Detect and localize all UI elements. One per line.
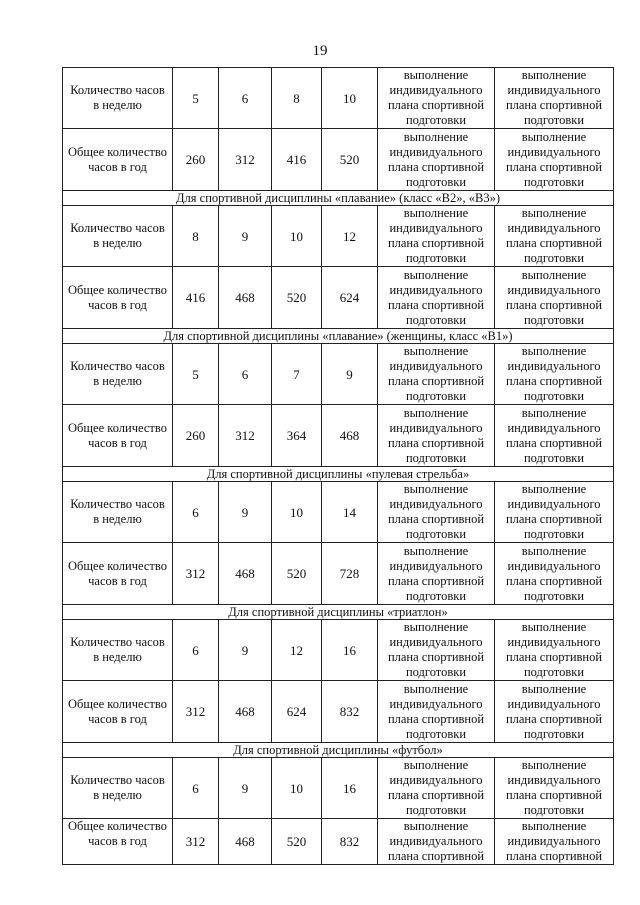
individual-plan-note: выполнение индивидуального плана спортивной подготовки — [495, 758, 614, 819]
stage-1-value: 416 — [173, 267, 219, 329]
stage-1-value: 6 — [173, 620, 219, 681]
row-label: Общее количество часов в год — [63, 267, 173, 329]
stage-2-value: 9 — [219, 620, 272, 681]
section-title: Для спортивной дисциплины «плавание» (женщины, класс «В1») — [63, 329, 614, 344]
stage-4-value: 16 — [322, 620, 378, 681]
individual-plan-note: выполнение индивидуального плана спортивной подготовки — [378, 758, 495, 819]
stage-4-value: 16 — [322, 758, 378, 819]
individual-plan-note: выполнение индивидуального плана спортивной подготовки — [495, 129, 614, 191]
row-label: Общее количество часов в год — [63, 681, 173, 743]
individual-plan-note: выполнение индивидуального плана спортивной подготовки — [378, 206, 495, 267]
row-label: Общее количество часов в год — [63, 819, 173, 865]
stage-1-value: 312 — [173, 819, 219, 865]
stage-2-value: 468 — [219, 681, 272, 743]
stage-1-value: 5 — [173, 68, 219, 129]
stage-4-value: 728 — [322, 543, 378, 605]
training-hours-table — [62, 67, 614, 865]
stage-1-value: 6 — [173, 758, 219, 819]
table-row-hours-per-year — [63, 405, 614, 467]
stage-2-value: 9 — [219, 482, 272, 543]
stage-3-value: 10 — [272, 482, 322, 543]
individual-plan-note: выполнение индивидуального плана спортивной подготовки — [378, 681, 495, 743]
row-label: Количество часов в неделю — [63, 206, 173, 267]
individual-plan-note: выполнение индивидуального плана спортивной подготовки — [378, 129, 495, 191]
individual-plan-note: выполнение индивидуального плана спортивной подготовки — [495, 344, 614, 405]
stage-4-value: 520 — [322, 129, 378, 191]
stage-4-value: 468 — [322, 405, 378, 467]
section-header-row — [63, 329, 614, 344]
stage-4-value: 624 — [322, 267, 378, 329]
stage-3-value: 12 — [272, 620, 322, 681]
stage-1-value: 260 — [173, 405, 219, 467]
stage-2-value: 6 — [219, 344, 272, 405]
stage-2-value: 468 — [219, 819, 272, 865]
individual-plan-note: выполнение индивидуального плана спортивной — [495, 819, 614, 865]
row-label: Количество часов в неделю — [63, 758, 173, 819]
stage-1-value: 260 — [173, 129, 219, 191]
stage-2-value: 9 — [219, 206, 272, 267]
table-row-hours-per-year — [63, 129, 614, 191]
individual-plan-note: выполнение индивидуального плана спортивной подготовки — [378, 344, 495, 405]
row-label: Количество часов в неделю — [63, 482, 173, 543]
individual-plan-note: выполнение индивидуального плана спортивной подготовки — [378, 405, 495, 467]
section-header-row — [63, 467, 614, 482]
individual-plan-note: выполнение индивидуального плана спортивной подготовки — [495, 267, 614, 329]
table-row-hours-per-week — [63, 482, 614, 543]
individual-plan-note: выполнение индивидуального плана спортивной подготовки — [378, 68, 495, 129]
individual-plan-note: выполнение индивидуального плана спортивной подготовки — [378, 620, 495, 681]
table-row-hours-per-week — [63, 68, 614, 129]
individual-plan-note: выполнение индивидуального плана спортивной подготовки — [378, 267, 495, 329]
stage-2-value: 6 — [219, 68, 272, 129]
stage-1-value: 312 — [173, 543, 219, 605]
stage-3-value: 364 — [272, 405, 322, 467]
individual-plan-note: выполнение индивидуального плана спортивной подготовки — [495, 405, 614, 467]
individual-plan-note: выполнение индивидуального плана спортивной подготовки — [378, 482, 495, 543]
individual-plan-note: выполнение индивидуального плана спортивной подготовки — [495, 206, 614, 267]
table-row-hours-per-week — [63, 206, 614, 267]
section-title: Для спортивной дисциплины «плавание» (класс «В2», «В3») — [63, 191, 614, 206]
stage-3-value: 520 — [272, 543, 322, 605]
stage-2-value: 468 — [219, 543, 272, 605]
section-title: Для спортивной дисциплины «триатлон» — [63, 605, 614, 620]
table-row-hours-per-year — [63, 267, 614, 329]
individual-plan-note: выполнение индивидуального плана спортивной подготовки — [495, 68, 614, 129]
stage-4-value: 14 — [322, 482, 378, 543]
stage-3-value: 520 — [272, 819, 322, 865]
section-header-row — [63, 605, 614, 620]
table-row-hours-per-year — [63, 681, 614, 743]
stage-4-value: 9 — [322, 344, 378, 405]
stage-2-value: 468 — [219, 267, 272, 329]
section-header-row — [63, 743, 614, 758]
stage-2-value: 312 — [219, 129, 272, 191]
table-row-hours-per-week — [63, 344, 614, 405]
individual-plan-note: выполнение индивидуального плана спортивной — [378, 819, 495, 865]
table-row-hours-per-week — [63, 758, 614, 819]
row-label: Количество часов в неделю — [63, 344, 173, 405]
section-title: Для спортивной дисциплины «футбол» — [63, 743, 614, 758]
stage-1-value: 6 — [173, 482, 219, 543]
stage-4-value: 10 — [322, 68, 378, 129]
stage-3-value: 8 — [272, 68, 322, 129]
stage-1-value: 8 — [173, 206, 219, 267]
stage-2-value: 9 — [219, 758, 272, 819]
individual-plan-note: выполнение индивидуального плана спортивной подготовки — [495, 681, 614, 743]
stage-2-value: 312 — [219, 405, 272, 467]
stage-3-value: 416 — [272, 129, 322, 191]
row-label: Количество часов в неделю — [63, 620, 173, 681]
individual-plan-note: выполнение индивидуального плана спортивной подготовки — [495, 543, 614, 605]
individual-plan-note: выполнение индивидуального плана спортивной подготовки — [495, 482, 614, 543]
stage-3-value: 10 — [272, 206, 322, 267]
individual-plan-note: выполнение индивидуального плана спортивной подготовки — [378, 543, 495, 605]
stage-1-value: 5 — [173, 344, 219, 405]
row-label: Общее количество часов в год — [63, 543, 173, 605]
stage-3-value: 10 — [272, 758, 322, 819]
stage-3-value: 7 — [272, 344, 322, 405]
table-row-hours-per-week — [63, 620, 614, 681]
stage-4-value: 832 — [322, 819, 378, 865]
row-label: Общее количество часов в год — [63, 129, 173, 191]
individual-plan-note: выполнение индивидуального плана спортивной подготовки — [495, 620, 614, 681]
stage-4-value: 12 — [322, 206, 378, 267]
table-row-hours-per-year — [63, 543, 614, 605]
page-number: 19 — [312, 43, 328, 59]
row-label: Общее количество часов в год — [63, 405, 173, 467]
stage-3-value: 520 — [272, 267, 322, 329]
section-title: Для спортивной дисциплины «пулевая стрельба» — [63, 467, 614, 482]
table-row-hours-per-year — [63, 819, 614, 865]
section-header-row — [63, 191, 614, 206]
stage-4-value: 832 — [322, 681, 378, 743]
row-label: Количество часов в неделю — [63, 68, 173, 129]
stage-1-value: 312 — [173, 681, 219, 743]
stage-3-value: 624 — [272, 681, 322, 743]
